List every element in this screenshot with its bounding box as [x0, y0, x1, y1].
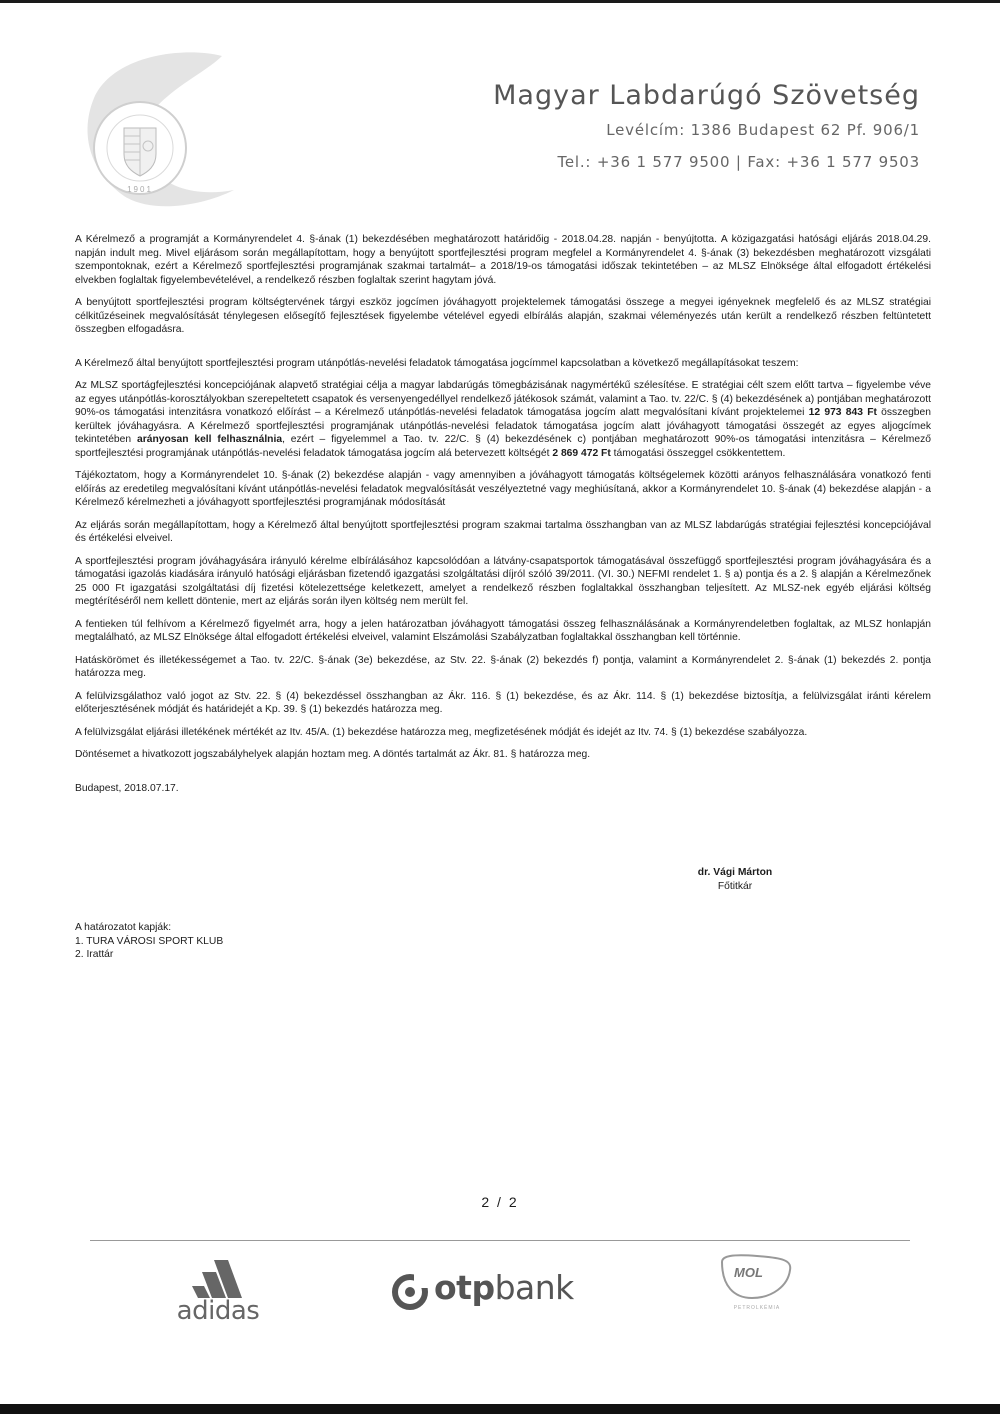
paragraph: A Kérelmező által benyújtott sportfejlesztési program utánpótlás-nevelési feladatok támogatása jogcímmel kapcsolatban a következő megállapításokat teszem:: [75, 357, 799, 369]
otp-prefix: otp: [434, 1268, 495, 1307]
paragraph: Hatáskörömet és illetékességemet a Tao. tv. 22/C. §-ának (3e) bekezdése, az Stv. 22. §-ának (2) bekezdés f) pontja, valamint a Kormányrendelet 2. §-ának (1) bekezdés 2. pontja határozza meg.: [75, 654, 931, 679]
paragraph: A Kérelmező a programját a Kormányrendelet 4. §-ának (1) bekezdésében meghatározott határidőig - 2018.04.28. napján - benyújtotta. A közigazgatási hatósági eljárás 2018.04.29. napján indult meg. Mivel eljárásom során megállapítottam, hogy a benyújtott sportfejlesztési program megfelel a Kormányrendelet 4. §-ának (3) bekezdésben meghatározott vizsgálati szempontoknak, ezért a Kérelmező sportfejlesztési programjának szakmai tartalmát– a 2018/19-os támogatási időszak tekintetében – az MLSZ Elnöksége által elfogadott értékelési elvekben foglaltak figyelembevételével, a rendelkező részben foglaltak szerint hagytam jóvá.: [75, 234, 931, 286]
mlsz-crest-logo: [72, 50, 242, 210]
emphasis-text: arányosan kell felhasználnia: [136, 434, 283, 445]
organization-name: Magyar Labdarúgó Szövetség: [493, 80, 920, 111]
paragraph: A felülvizsgálathoz való jogot az Stv. 22. § (4) bekezdéssel összhangban az Ákr. 116. § (1) bekezdése, és az Ákr. 114. § (1) bekezdése biztosítja, a felülvizsgálat iránti kérelem előterjesztésének módját és határidejét a Kp. 39. § (1) bekezdés határozza meg.: [75, 690, 931, 715]
signatory-name: dr. Vági Márton: [697, 867, 773, 878]
adidas-wordmark: adidas: [176, 1296, 260, 1326]
paragraph: A benyújtott sportfejlesztési program költségtervének tárgyi eszköz jogcímen jóváhagyott projektelemek támogatási összege a megyei igényeknek megfelelő és az MLSZ stratégiai célkitűzéseinek megvalósítását ténylegesen elősegítő fejlesztések figyelembe vételével egyedi elbírálás alapján, szakmai véleményezés után került a rendelkező részben feltüntetett összegben elfogadásra.: [75, 297, 931, 335]
recipients-heading: A határozatot kapják:: [75, 922, 172, 933]
reduced-amount: 2 869 472 Ft: [552, 447, 611, 459]
paragraph-text: Az MLSZ sportágfejlesztési koncepciójának alapvető stratégiai célja a magyar labdarúgás tömegbázisának nagymértékű szélesítése. E stratégiai célt szem előtt tartva – figyelembe véve az egyes utánpótlás-korosztályokban szerepeltetett csapatok és versenyengedéllyel rendelkező játékosok számát, valamint a Tao. tv. 22/C. § (4) bekezdésének a) pontjában meghatározott 90%-os támogatási intenzitásra vonatkozó előírást – a Kérelmező utánpótlás-nevelési feladatok támogatása jogcím alatt megvalósítani kívánt projektelemei: [75, 380, 931, 418]
paragraph: Döntésemet a hivatkozott jogszabályhelyek alapján hoztam meg. A döntés tartalmát az Ákr. 81. § határozza meg.: [75, 749, 591, 760]
paragraph: Az eljárás során megállapítottam, hogy a Kérelmező által benyújtott sportfejlesztési program szakmai tartalma összhangban van az MLSZ labdarúgás stratégiai fejlesztési koncepciójával és értékelési elveivel.: [75, 519, 931, 544]
approved-amount: 12 973 843 Ft: [808, 407, 877, 418]
adidas-stripes-icon: [168, 1258, 268, 1298]
footer-divider: [90, 1240, 910, 1241]
logo-year: 1901: [127, 185, 153, 194]
paragraph: A felülvizsgálat eljárási illetékének mértékét az Itv. 45/A. (1) bekezdése határozza meg, megfizetésének módját és idejét az Itv. 74. § (1) bekezdése szabályozza.: [75, 726, 808, 738]
paragraph-text: támogatási összeggel csökkentettem.: [610, 447, 786, 459]
paragraph-text: , ezért – figyelemmel a Tao. tv. 22/C. § (4) bekezdésének c) pontjában meghatározott 90%-os támogatási intenzitásra – Kérelmező sportfejlesztési programjának utánpótlás-nevelési feladatok támogatása jogcím alá betervezett költségét: [75, 434, 931, 459]
list-item: 2. Irattár: [75, 949, 114, 960]
recipients-list: [75, 921, 223, 962]
otp-suffix: bank: [494, 1268, 574, 1307]
paragraph: A fentieken túl felhívom a Kérelmező figyelmét arra, hogy a jelen határozatban jóváhagyott támogatási összeg felhasználásának a Kormányrendeletben foglaltak, az MLSZ honlapján megtalálható, az MLSZ Elnöksége által elfogadott értékelési elveivel, valamint Elszámolási Szabályzatban foglaltakkal összhangban kell történnie.: [75, 618, 931, 643]
document-date: Budapest, 2018.07.17.: [75, 782, 179, 794]
signatory-title: Főtitkár: [717, 881, 753, 892]
adidas-logo: [168, 1258, 268, 1328]
mol-wordmark: MOL: [734, 1265, 763, 1280]
list-item: 1. TURA VÁROSI SPORT KLUB: [75, 935, 224, 947]
scan-edge-top: [0, 0, 1000, 3]
letter-body: [75, 233, 931, 804]
mol-logo: [712, 1252, 802, 1318]
mol-subtitle: PETROLKÉMIA: [733, 1305, 781, 1311]
paragraph-findings: [75, 379, 931, 460]
paragraph-text: összegben kerültek jóváhagyásra. A Kérelmező sportfejlesztési programjának utánpótlás-nevelési feladatok támogatása jogcím alatt jóváhagyott támogatási összegét az egyes aljogcímek tekintetében: [75, 407, 931, 445]
paragraph: Tájékoztatom, hogy a Kormányrendelet 10. §-ának (2) bekezdése alapján - vagy amennyiben a jóváhagyott támogatás költségelemek közötti arányos felhasználására vonatkozó fenti előírás az eredetileg megvalósítani kívánt utánpótlás-nevelési feladatok megvalósítását veszélyeztetné vagy meghiúsítaná, akkor a Kormányrendelet 10. §-ának (4) bekezdése alapján - a Kérelmező kérelmezheti a jóváhagyott sportfejlesztési programjának módosítását: [75, 470, 931, 508]
postal-address: Levélcím: 1386 Budapest 62 Pf. 906/1: [606, 121, 920, 139]
paragraph: A sportfejlesztési program jóváhagyására irányuló kérelme elbírálásához kapcsolódóan a látvány-csapatsportok támogatásával összefüggő sportfejlesztési program jóváhagyására és a támogatási igazolás kiadására irányuló hatósági eljárásban fizetendő igazgatási szolgáltatási díjról szóló 39/2011. (VI. 30.) NEFMI rendelet 1. § a) pontja és a 2. § alapján a Kérelmezőnek 25 000 Ft igazgatási szolgáltatási díj fizetési kötelezettsége keletkezett, amelyet a rendelkező részben foglaltakkal összhangban teljesített. Az MLSZ-nek egyéb eljárási költség megtérítéséről nem kellett döntenie, mert az eljárás során ilyen költség nem merült fel.: [75, 555, 931, 607]
otpbank-wordmark: [434, 1268, 574, 1307]
scan-edge-bottom: [0, 1404, 1000, 1414]
signature-block: [650, 866, 820, 894]
otp-swirl-icon: [392, 1274, 428, 1310]
page-number: 2 / 2: [481, 1194, 519, 1210]
phone-fax: Tel.: +36 1 577 9500 | Fax: +36 1 577 9503: [557, 153, 920, 171]
